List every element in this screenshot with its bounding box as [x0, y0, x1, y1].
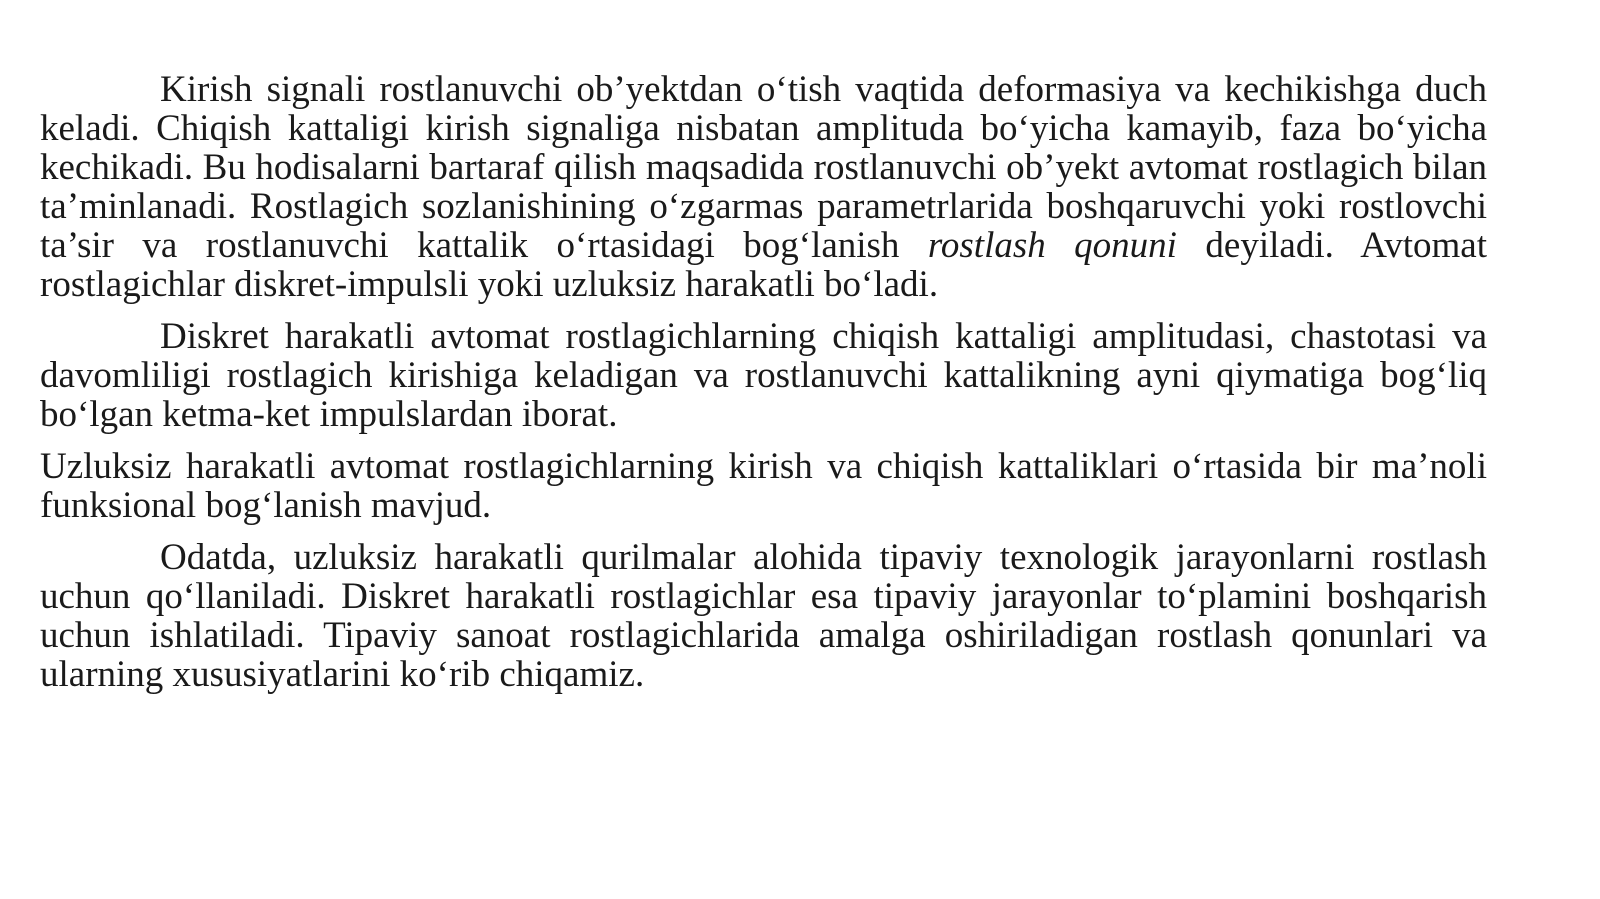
- document-body: [40, 70, 1487, 694]
- paragraph-3-text: Uzluksiz harakatli avtomat rostlagichlarning kirish va chiqish kattaliklari o‘rtasida bir ma’noli funksional bog‘lanish mavjud.: [40, 446, 1487, 526]
- paragraph-1-text-a: Kirish signali rostlanuvchi ob’yektdan o‘tish vaqtida deformasiya va kechikishga duch keladi. Chiqish kattaligi kirish signaliga nisbatan amplituda bo‘yicha kamayib, faza bo‘yicha kechikadi. Bu hodisalarni bartaraf qilish maqsadida rostlanuvchi ob’yekt avtomat rostlagich bilan ta’minlanadi. Rostlagich sozlanishining o‘zgarmas parametrlarida boshqaruvchi yoki rostlovchi ta’sir va rostlanuvchi kattalik o‘rtasidagi bog‘lanish: [40, 69, 1487, 266]
- paragraph-4-text: Odatda, uzluksiz harakatli qurilmalar alohida tipaviy texnologik jarayonlarni rostlash uchun qo‘llaniladi. Diskret harakatli rostlagichlar esa tipaviy jarayonlar to‘plamini boshqarish uchun ishlatiladi. Tipaviy sanoat rostlagichlarida amalga oshiriladigan rostlash qonunlari va ularning xususiyatlarini ko‘rib chiqamiz.: [40, 537, 1487, 695]
- paragraph-3: [40, 447, 1487, 525]
- paragraph-1-text-b: deyiladi. Avtomat rostlagichlar diskret-impulsli yoki uzluksiz harakatli bo‘ladi.: [40, 225, 1487, 305]
- paragraph-1: [40, 70, 1487, 304]
- paragraph-1-italic-term: rostlash qonuni: [927, 225, 1177, 266]
- paragraph-2: [40, 317, 1487, 434]
- paragraph-2-text: Diskret harakatli avtomat rostlagichlarning chiqish kattaligi amplitudasi, chastotasi va davomliligi rostlagich kirishiga keladigan va rostlanuvchi kattalikning ayni qiymatiga bog‘liq bo‘lgan ketma-ket impulslardan iborat.: [40, 316, 1487, 435]
- paragraph-4: [40, 538, 1487, 694]
